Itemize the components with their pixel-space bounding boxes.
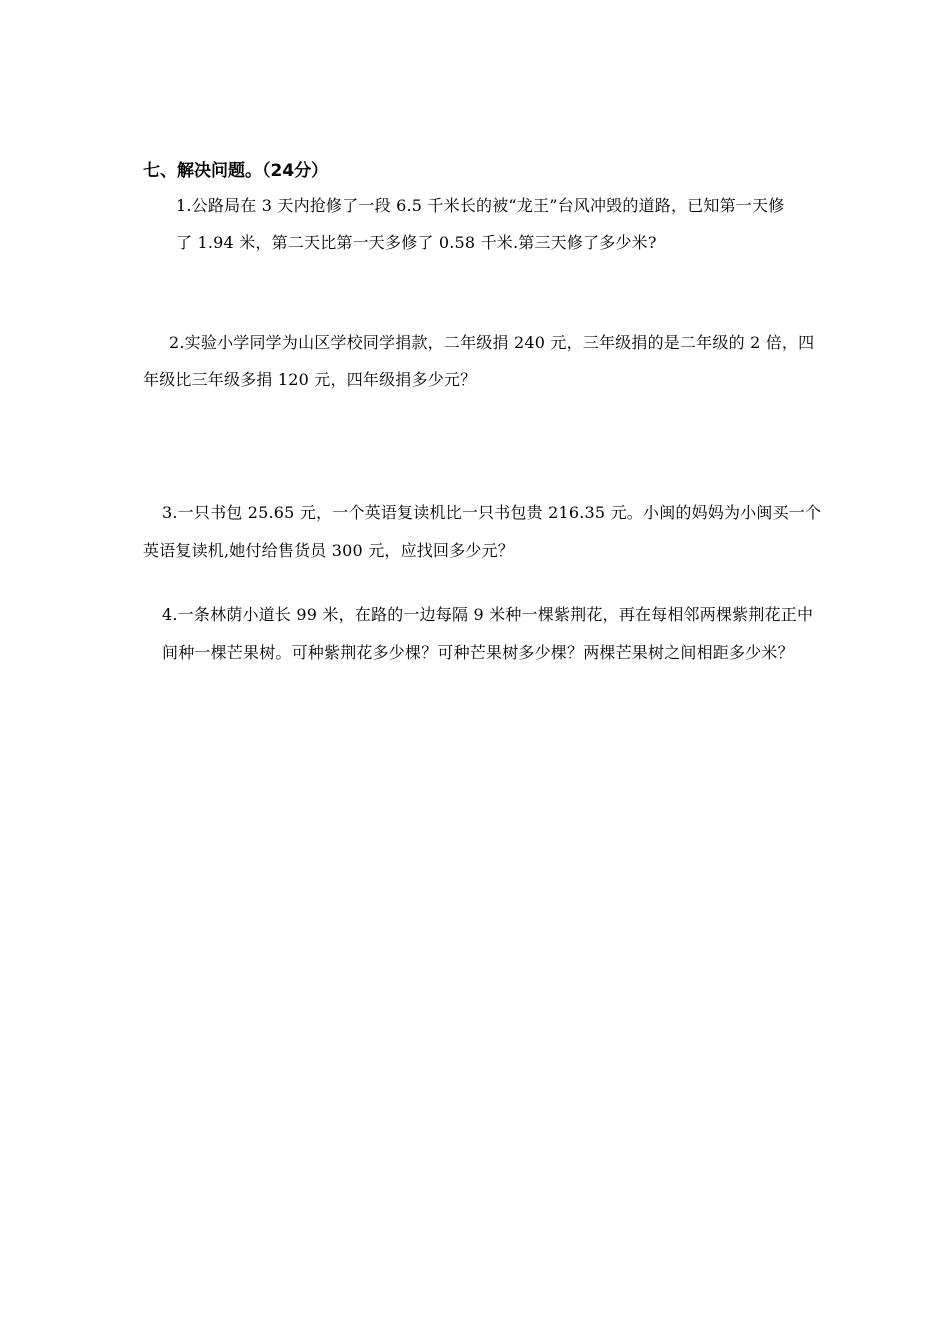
question-4-line-1: 4.一条林荫小道长 99 米，在路的一边每隔 9 米种一棵紫荆花，再在每相邻两棵紫荆花正中 [162,605,814,624]
question-3-line-2: 英语复读机,她付给售货员 300 元，应找回多少元？ [143,541,514,560]
question-1-line-2: 了 1.94 米，第二天比第一天多修了 0.58 千米.第三天修了多少米? [176,233,657,252]
question-2-line-2: 年级比三年级多捐 120 元，四年级捐多少元？ [143,370,477,389]
section-title: 七、解决问题。（24分） [143,161,329,181]
question-3-line-1: 3.一只书包 25.65 元，一个英语复读机比一只书包贵 216.35 元。小闽的妈妈为小闽买一个 [162,503,822,522]
question-2-line-1: 2.实验小学同学为山区学校同学捐款，二年级捐 240 元，三年级捐的是二年级的 2 倍，四 [169,333,815,352]
question-1-line-1: 1.公路局在 3 天内抢修了一段 6.5 千米长的被“龙王”台风冲毁的道路，已知第一天修 [176,196,785,215]
question-4-line-2: 间种一棵芒果树。可种紫荆花多少棵？可种芒果树多少棵？两棵芒果树之间相距多少米？ [162,643,794,662]
